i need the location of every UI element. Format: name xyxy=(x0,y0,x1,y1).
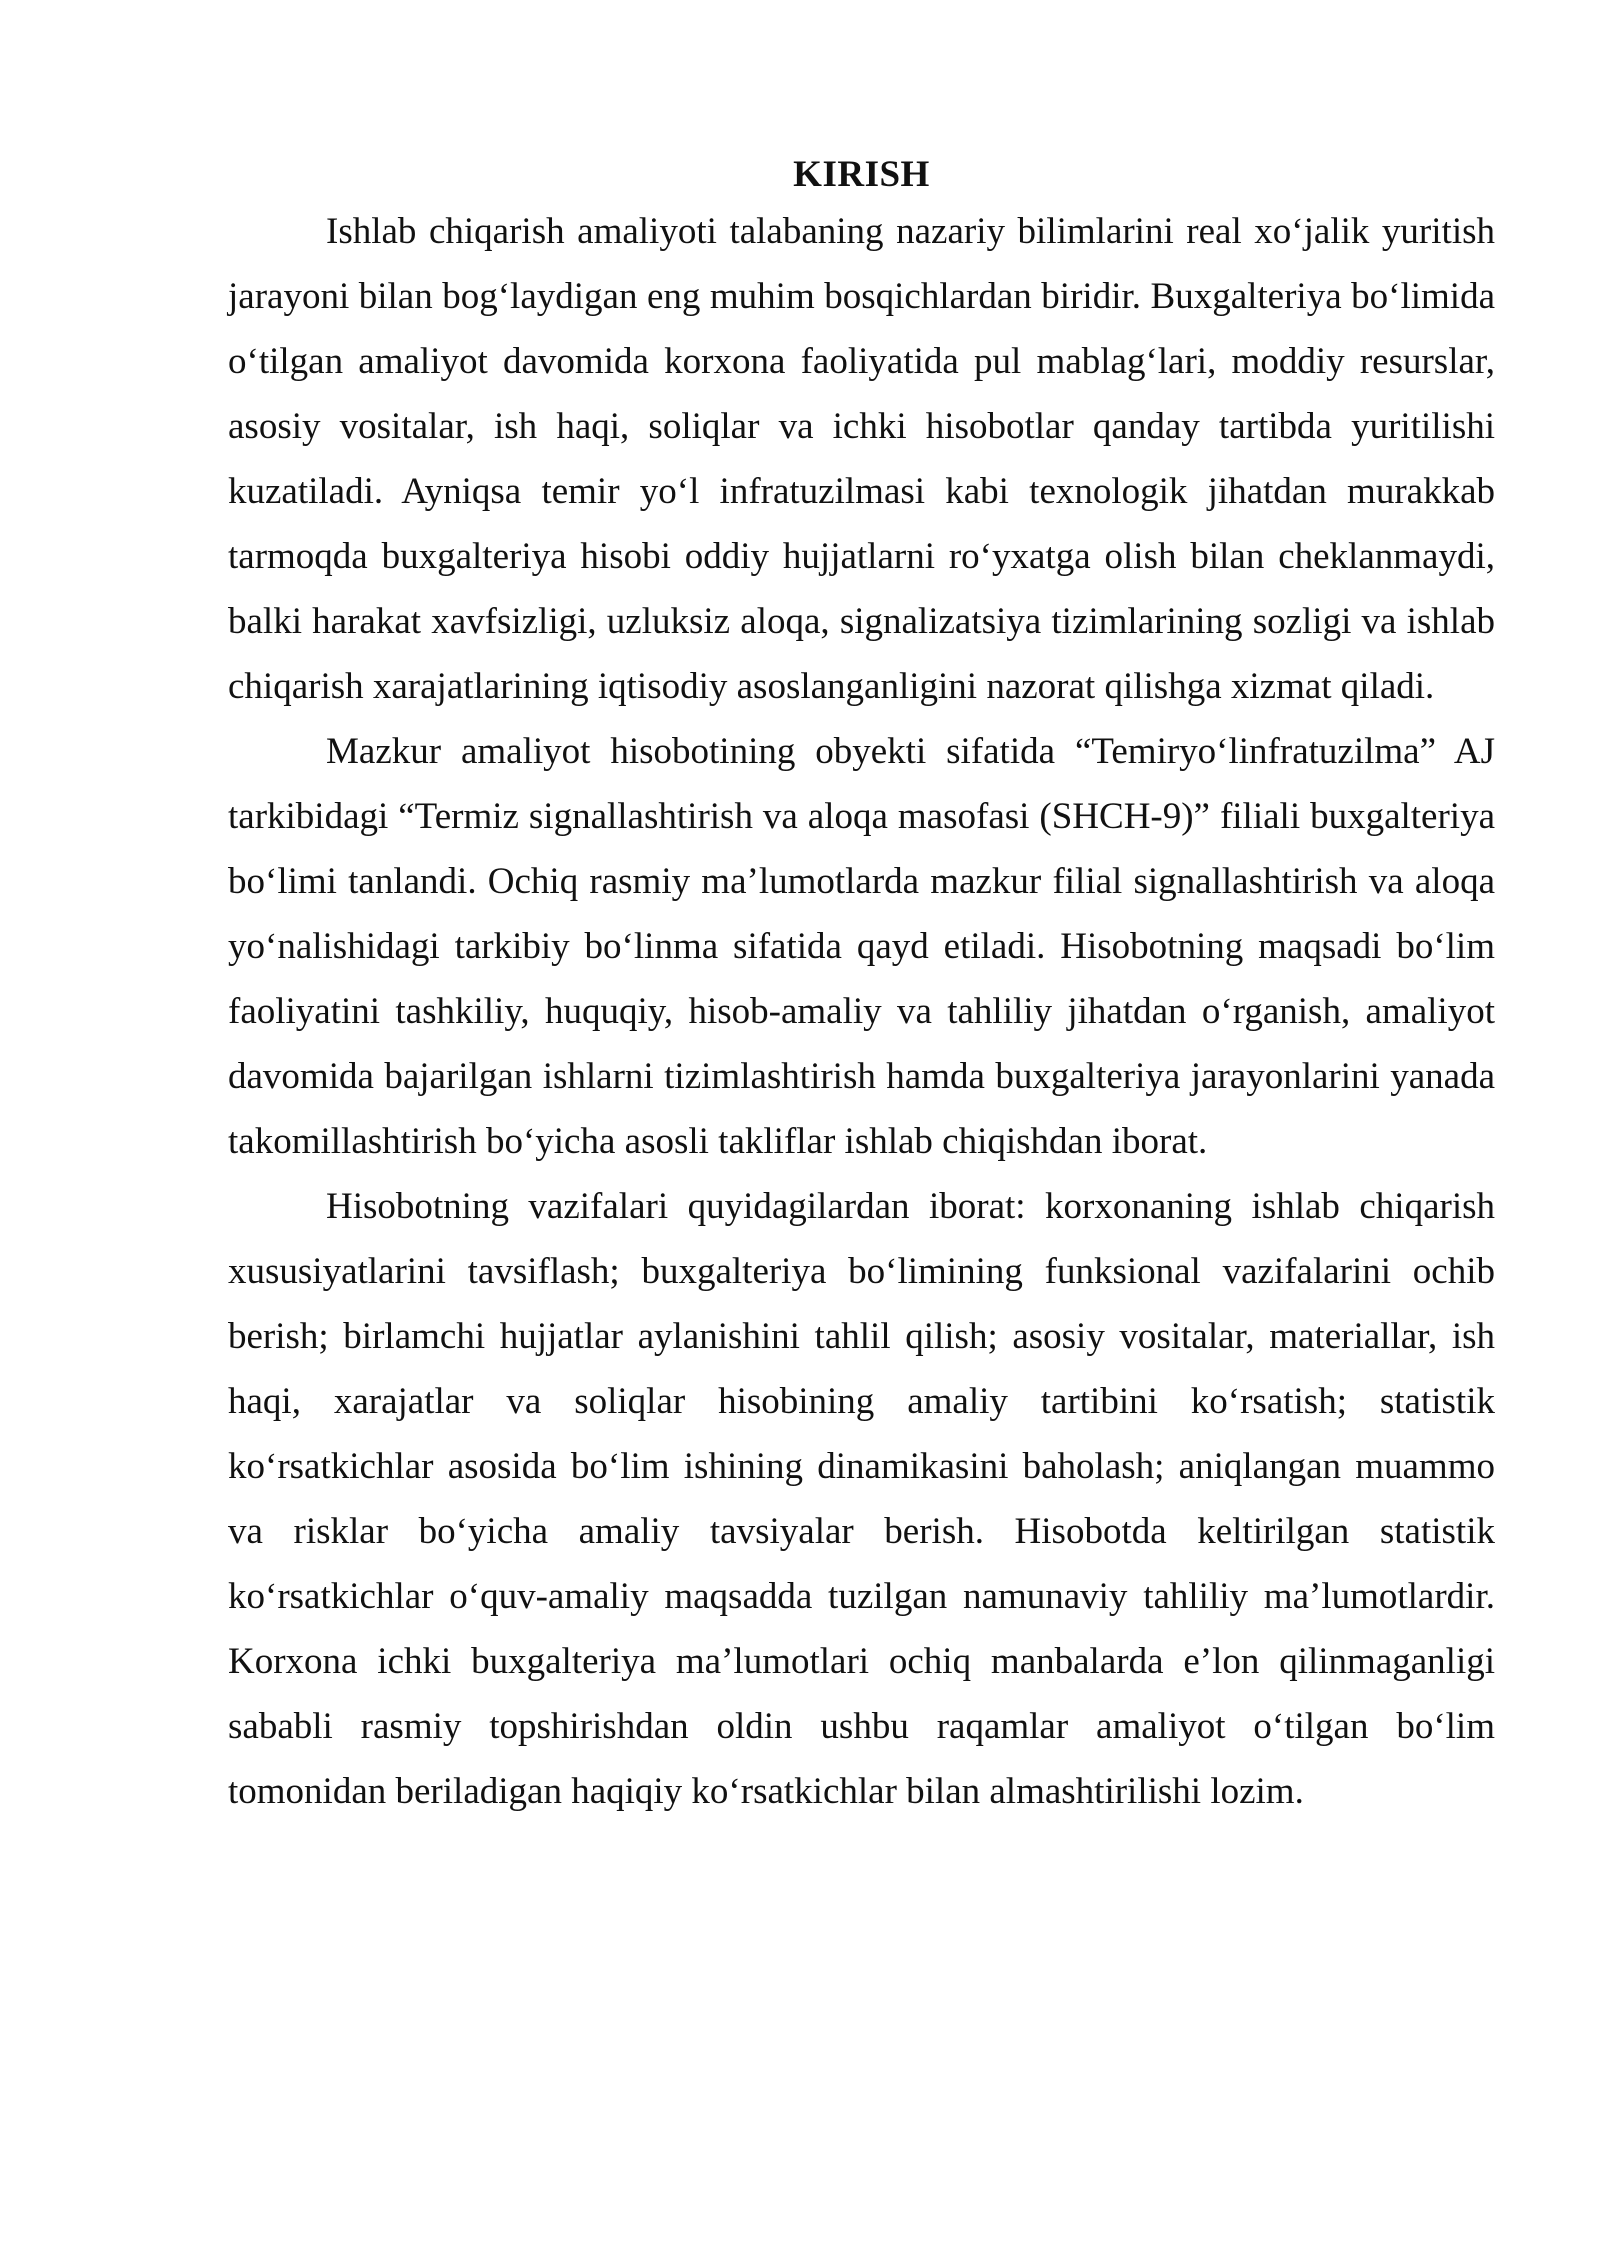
document-page xyxy=(228,150,1495,1824)
paragraph-intro: Ishlab chiqarish amaliyoti talabaning nazariy bilimlarini real xo‘jalik yuritish jarayoni bilan bog‘laydigan eng muhim bosqichlardan biridir. Buxgalteriya bo‘limida o‘tilgan amaliyot davomida korxona faoliyatida pul mablag‘lari, moddiy resurslar, asosiy vositalar, ish haqi, soliqlar va ichki hisobotlar qanday tartibda yuritilishi kuzatiladi. Ayniqsa temir yo‘l infratuzilmasi kabi texnologik jihatdan murakkab tarmoqda buxgalteriya hisobi oddiy hujjatlarni ro‘yxatga olish bilan cheklanmaydi, balki harakat xavfsizligi, uzluksiz aloqa, signalizatsiya tizimlarining sozligi va ishlab chiqarish xarajatlarining iqtisodiy asoslanganligini nazorat qilishga xizmat qiladi. xyxy=(228,211,1495,707)
paragraph-tasks: Hisobotning vazifalari quyidagilardan iborat: korxonaning ishlab chiqarish xususiyatlarini tavsiflash; buxgalteriya bo‘limining funksional vazifalarini ochib berish; birlamchi hujjatlar aylanishini tahlil qilish; asosiy vositalar, materiallar, ish haqi, xarajatlar va soliqlar hisobining amaliy tartibini ko‘rsatish; statistik ko‘rsatkichlar asosida bo‘lim ishining dinamikasini baholash; aniqlangan muammo va risklar bo‘yicha amaliy tavsiyalar berish. Hisobotda keltirilgan statistik ko‘rsatkichlar o‘quv-amaliy maqsadda tuzilgan namunaviy tahliliy ma’lumotlardir. Korxona ichki buxgalteriya ma’lumotlari ochiq manbalarda e’lon qilinmaganligi sababli rasmiy topshirishdan oldin ushbu raqamlar amaliyot o‘tilgan bo‘lim tomonidan beriladigan haqiqiy ko‘rsatkichlar bilan almashtirilishi lozim. xyxy=(228,1186,1495,1812)
paragraph-object-and-goal: Mazkur amaliyot hisobotining obyekti sifatida “Temiryo‘linfratuzilma” AJ tarkibidagi “Termiz signallashtirish va aloqa masofasi (SHCH-9)” filiali buxgalteriya bo‘limi tanlandi. Ochiq rasmiy ma’lumotlarda mazkur filial signallashtirish va aloqa yo‘nalishidagi tarkibiy bo‘linma sifatida qayd etiladi. Hisobotning maqsadi bo‘lim faoliyatini tashkiliy, huquqiy, hisob-amaliy va tahliliy jihatdan o‘rganish, amaliyot davomida bajarilgan ishlarni tizimlashtirish hamda buxgalteriya jarayonlarini yanada takomillashtirish bo‘yicha asosli takliflar ishlab chiqishdan iborat. xyxy=(228,731,1495,1162)
page-title: KIRISH xyxy=(793,154,930,195)
